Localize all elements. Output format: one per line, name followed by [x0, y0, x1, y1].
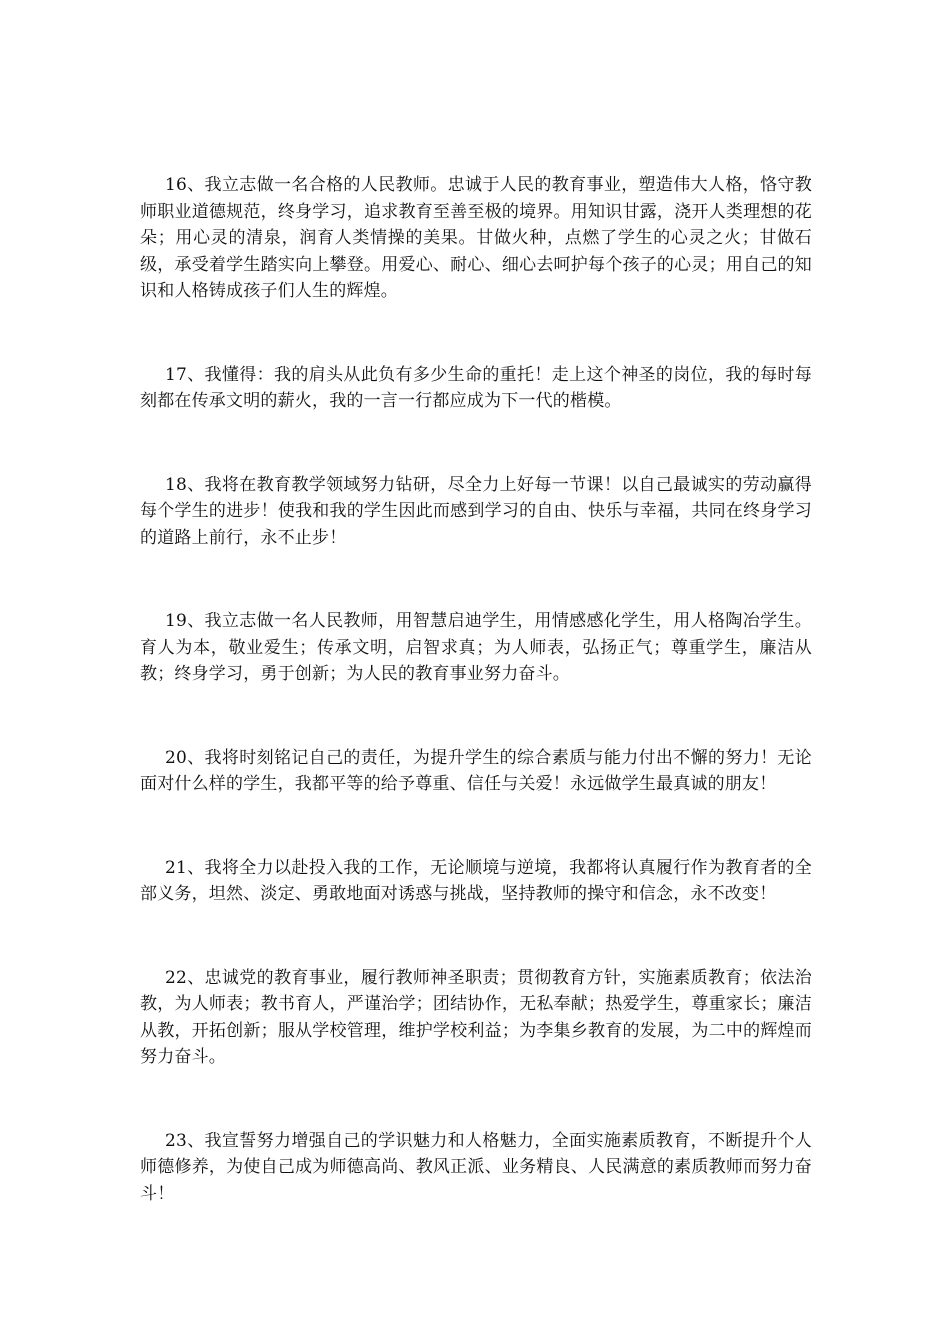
pledge-paragraph-20: 20、我将时刻铭记自己的责任，为提升学生的综合素质与能力付出不懈的努力！无论面对什么样的学生，我都平等的给予尊重、信任与关爱！永远做学生最真诚的朋友！ [140, 747, 812, 794]
document-body [140, 172, 812, 1264]
pledge-paragraph-22: 22、忠诚党的教育事业，履行教师神圣职责；贯彻教育方针，实施素质教育；依法治教，为人师表；教书育人，严谨治学；团结协作，无私奉献；热爱学生，尊重家长；廉洁从教，开拓创新；服从学校管理，维护学校利益；为李集乡教育的发展，为二中的辉煌而努力奋斗。 [140, 967, 812, 1067]
pledge-paragraph-16: 16、我立志做一名合格的人民教师。忠诚于人民的教育事业，塑造伟大人格，恪守教师职业道德规范，终身学习，追求教育至善至极的境界。用知识甘露，浇开人类理想的花朵；用心灵的清泉，润育人类情操的美果。甘做火种，点燃了学生的心灵之火；甘做石级，承受着学生踏实向上攀登。用爱心、耐心、细心去呵护每个孩子的心灵；用自己的知识和人格铸成孩子们人生的辉煌。 [140, 175, 812, 301]
pledge-paragraph-17: 17、我懂得：我的肩头从此负有多少生命的重托！走上这个神圣的岗位，我的每时每刻都在传承文明的薪火，我的一言一行都应成为下一代的楷模。 [140, 364, 812, 411]
pledge-paragraph-21: 21、我将全力以赴投入我的工作，无论顺境与逆境，我都将认真履行作为教育者的全部义务，坦然、淡定、勇敢地面对诱惑与挑战，坚持教师的操守和信念，永不改变！ [140, 857, 812, 904]
pledge-paragraph-19: 19、我立志做一名人民教师，用智慧启迪学生，用情感感化学生，用人格陶冶学生。育人为本，敬业爱生；传承文明，启智求真；为人师表，弘扬正气；尊重学生，廉洁从教；终身学习，勇于创新；为人民的教育事业努力奋斗。 [140, 611, 812, 684]
pledge-paragraph-23: 23、我宣誓努力增强自己的学识魅力和人格魅力，全面实施素质教育，不断提升个人师德修养，为使自己成为师德高尚、教风正派、业务精良、人民满意的素质教师而努力奋斗！ [140, 1130, 812, 1204]
pledge-paragraph-18: 18、我将在教育教学领域努力钻研，尽全力上好每一节课！以自己最诚实的劳动赢得每个学生的进步！使我和我的学生因此而感到学习的自由、快乐与幸福，共同在终身学习的道路上前行，永不止步！ [140, 474, 812, 548]
